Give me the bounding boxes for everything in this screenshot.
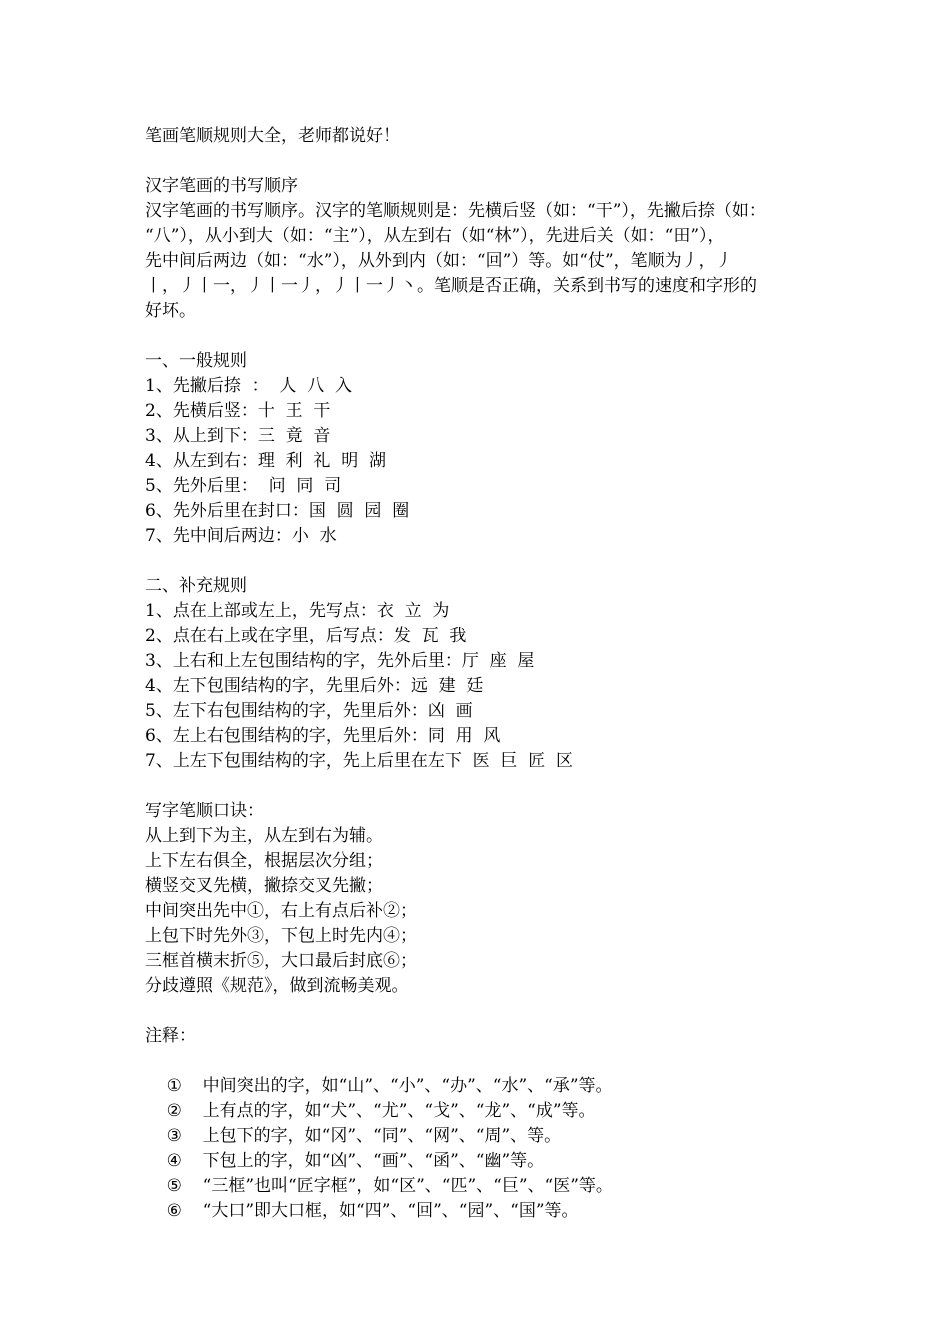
intro-line: 丨，丿丨一，丿丨一丿，丿丨一丿丶。笔顺是否正确，关系到书写的速度和字形的: [145, 276, 757, 296]
note-marker: ③: [166, 1126, 182, 1146]
rhyme-line: 中间突出先中①，右上有点后补②；: [145, 901, 417, 921]
note-text: “大口”即大口框，如“四”、“回”、“园”、“国”等。: [202, 1201, 579, 1221]
note-item: [145, 1049, 845, 1096]
spacer: [145, 549, 845, 574]
supplement-rule-item: 7、上左下包围结构的字，先上后里在左下 医 巨 匠 区: [145, 751, 574, 771]
note-marker: ②: [166, 1101, 182, 1121]
document-page: [145, 124, 845, 1221]
document-title: 笔画笔顺规则大全，老师都说好！: [145, 126, 400, 146]
rhyme-line: 横竖交叉先横，撇捺交叉先撇；: [145, 876, 383, 896]
intro-line: “八”），从小到大（如：“主”），从左到右（如“林”），先进后关（如：“田”），: [145, 226, 725, 246]
intro-line: 汉字笔画的书写顺序。汉字的笔顺规则是：先横后竖（如：“干”），先撇后捺（如：: [145, 201, 766, 221]
general-rules-heading: 一、一般规则: [145, 351, 247, 371]
spacer: [145, 774, 845, 799]
rhyme-line: 从上到下为主，从左到右为辅。: [145, 826, 383, 846]
general-rule-item: 1、先撇后捺 ： 人 八 入: [145, 376, 353, 396]
supplement-rule-item: 5、左下右包围结构的字，先里后外：凶 画: [145, 701, 473, 721]
spacer: [145, 324, 845, 349]
supplement-rule-item: 3、上右和上左包围结构的字，先外后里：厅 座 屋: [145, 651, 535, 671]
general-rule-item: 3、从上到下：三 竟 音: [145, 426, 331, 446]
rhyme-line: 上下左右俱全，根据层次分组；: [145, 851, 383, 871]
note-text: “三框”也叫“匠字框”，如“区”、“匹”、“巨”、“医”等。: [202, 1176, 613, 1196]
note-marker: ⑤: [166, 1176, 182, 1196]
supplement-rule-item: 2、点在右上或在字里，后写点：发 瓦 我: [145, 626, 467, 646]
rhyme-heading: 写字笔顺口诀：: [145, 801, 264, 821]
notes-heading: 注释：: [145, 1026, 196, 1046]
rhyme-line: 三框首横末折⑤，大口最后封底⑥；: [145, 951, 417, 971]
spacer: [145, 999, 845, 1024]
supplement-rule-item: 6、左上右包围结构的字，先里后外：同 用 风: [145, 726, 501, 746]
general-rule-item: 4、从左到右：理 利 礼 明 湖: [145, 451, 387, 471]
note-text: 下包上的字，如“凶”、“画”、“函”、“幽”等。: [202, 1151, 545, 1171]
general-rule-item: 6、先外后里在封口：国 圆 园 圈: [145, 501, 410, 521]
note-text: 上有点的字，如“犬”、“尤”、“戈”、“龙”、“成”等。: [202, 1101, 596, 1121]
rhyme-line: 分歧遵照《规范》，做到流畅美观。: [145, 976, 409, 996]
supplement-rule-item: 4、左下包围结构的字，先里后外：远 建 廷: [145, 676, 484, 696]
rhyme-line: 上包下时先外③，下包上时先内④；: [145, 926, 417, 946]
intro-heading: 汉字笔画的书写顺序: [145, 176, 298, 196]
spacer: [145, 149, 845, 174]
supplement-rules-heading: 二、补充规则: [145, 576, 247, 596]
note-marker: ①: [166, 1076, 182, 1096]
note-text: 中间突出的字，如“山”、“小”、“办”、“水”、“承”等。: [202, 1076, 613, 1096]
supplement-rule-item: 1、点在上部或左上，先写点：衣 立 为: [145, 601, 450, 621]
note-text: 上包下的字，如“冈”、“同”、“网”、“周”、等。: [202, 1126, 562, 1146]
note-marker: ⑥: [166, 1201, 182, 1221]
intro-line: 先中间后两边（如：“水”），从外到内（如：“回”）等。如“仗”，笔顺为丿，丿: [145, 251, 733, 271]
note-marker: ④: [166, 1151, 182, 1171]
general-rule-item: 7、先中间后两边：小 水: [145, 526, 337, 546]
intro-line: 好坏。: [145, 301, 196, 321]
general-rule-item: 2、先横后竖：十 王 干: [145, 401, 331, 421]
general-rule-item: 5、先外后里： 问 同 司: [145, 476, 342, 496]
